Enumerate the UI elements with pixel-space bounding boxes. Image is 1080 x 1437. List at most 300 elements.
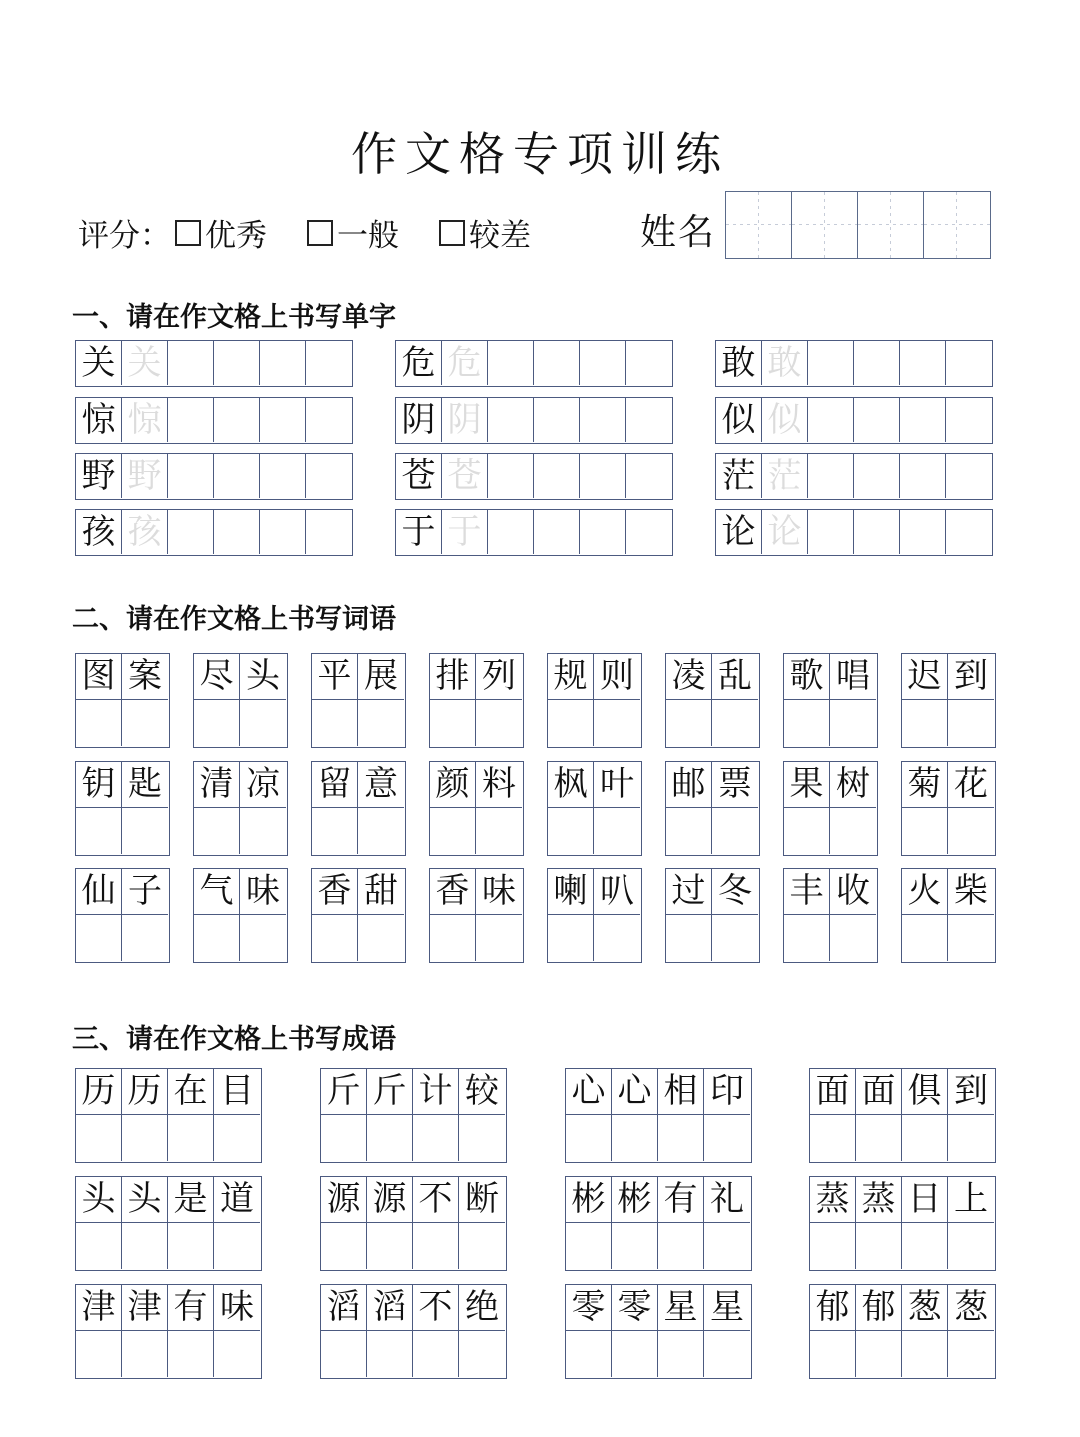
word-block[interactable]: [783, 868, 878, 963]
name-cell[interactable]: [924, 192, 990, 258]
checkbox-icon[interactable]: [439, 220, 465, 246]
practice-cell[interactable]: [214, 1223, 260, 1269]
word-char-cell: 尽: [194, 654, 240, 700]
word-block[interactable]: [901, 653, 996, 748]
trace-char-cell: 敢: [762, 341, 808, 385]
word-char-cell: 凉: [240, 762, 286, 808]
idiom-char-cell: 在: [168, 1069, 214, 1115]
trace-char-cell: 苍: [442, 454, 488, 498]
idiom-block[interactable]: [75, 1068, 262, 1163]
single-char-row[interactable]: [715, 453, 993, 500]
practice-cell[interactable]: [594, 700, 640, 746]
word-block[interactable]: [311, 653, 406, 748]
practice-cell[interactable]: [900, 454, 946, 498]
idiom-char-cell: 道: [214, 1177, 260, 1223]
practice-cell[interactable]: [306, 454, 352, 498]
practice-cell[interactable]: [413, 1223, 459, 1269]
practice-cell[interactable]: [194, 915, 240, 961]
trace-char-cell: 野: [122, 454, 168, 498]
idiom-char-cell: 源: [367, 1177, 413, 1223]
practice-cell[interactable]: [488, 454, 534, 498]
practice-cell[interactable]: [580, 454, 626, 498]
word-char-cell: 钥: [76, 762, 122, 808]
word-char-cell: 过: [666, 869, 712, 915]
model-char-cell: 茫: [716, 454, 762, 498]
practice-cell[interactable]: [240, 808, 286, 854]
name-cell[interactable]: [726, 192, 792, 258]
practice-cell[interactable]: [902, 1115, 948, 1161]
practice-cell[interactable]: [626, 510, 672, 554]
practice-cell[interactable]: [534, 454, 580, 498]
score-option-excellent[interactable]: 优秀: [175, 210, 267, 255]
checkbox-icon[interactable]: [307, 220, 333, 246]
word-char-cell: 排: [430, 654, 476, 700]
practice-cell[interactable]: [808, 341, 854, 385]
word-block[interactable]: [665, 868, 760, 963]
practice-cell[interactable]: [704, 1115, 750, 1161]
practice-cell[interactable]: [476, 700, 522, 746]
trace-char-cell: 孩: [122, 510, 168, 554]
checkbox-icon[interactable]: [175, 220, 201, 246]
practice-cell[interactable]: [810, 1331, 856, 1377]
practice-cell[interactable]: [808, 510, 854, 554]
model-char-cell: 惊: [76, 398, 122, 442]
practice-cell[interactable]: [580, 398, 626, 442]
practice-cell[interactable]: [76, 700, 122, 746]
idiom-char-cell: 到: [948, 1069, 994, 1115]
practice-cell[interactable]: [626, 341, 672, 385]
word-block[interactable]: [665, 653, 760, 748]
practice-cell[interactable]: [902, 1223, 948, 1269]
practice-cell[interactable]: [948, 1115, 994, 1161]
word-char-cell: 叶: [594, 762, 640, 808]
practice-cell[interactable]: [704, 1223, 750, 1269]
idiom-char-cell: 历: [76, 1069, 122, 1115]
word-char-cell: 收: [830, 869, 876, 915]
word-char-cell: 案: [122, 654, 168, 700]
trace-char-cell: 阴: [442, 398, 488, 442]
practice-cell[interactable]: [260, 398, 306, 442]
idiom-block[interactable]: [320, 1176, 507, 1271]
practice-cell[interactable]: [76, 808, 122, 854]
section-title-idioms: 三、请在作文格上书写成语: [72, 1024, 396, 1055]
word-char-cell: 香: [312, 869, 358, 915]
model-char-cell: 阴: [396, 398, 442, 442]
practice-cell[interactable]: [476, 808, 522, 854]
idiom-char-cell: 较: [459, 1069, 505, 1115]
word-block[interactable]: [429, 653, 524, 748]
word-char-cell: 菊: [902, 762, 948, 808]
idiom-char-cell: 面: [856, 1069, 902, 1115]
practice-cell[interactable]: [214, 341, 260, 385]
idiom-char-cell: 日: [902, 1177, 948, 1223]
practice-cell[interactable]: [312, 700, 358, 746]
idiom-char-cell: 味: [214, 1285, 260, 1331]
practice-cell[interactable]: [566, 1115, 612, 1161]
idiom-block[interactable]: [75, 1176, 262, 1271]
practice-cell[interactable]: [902, 915, 948, 961]
practice-cell[interactable]: [626, 454, 672, 498]
idiom-char-cell: 面: [810, 1069, 856, 1115]
word-char-cell: 清: [194, 762, 240, 808]
single-char-row[interactable]: [395, 453, 673, 500]
practice-cell[interactable]: [658, 1223, 704, 1269]
word-block[interactable]: [901, 868, 996, 963]
idiom-char-cell: 葱: [902, 1285, 948, 1331]
practice-cell[interactable]: [830, 915, 876, 961]
idiom-char-cell: 滔: [367, 1285, 413, 1331]
practice-cell[interactable]: [122, 1115, 168, 1161]
idiom-char-cell: 郁: [810, 1285, 856, 1331]
practice-cell[interactable]: [580, 510, 626, 554]
word-char-cell: 枫: [548, 762, 594, 808]
word-char-cell: 邮: [666, 762, 712, 808]
practice-cell[interactable]: [168, 398, 214, 442]
practice-cell[interactable]: [854, 510, 900, 554]
single-char-row[interactable]: [75, 397, 353, 444]
idiom-block[interactable]: [320, 1284, 507, 1379]
idiom-block[interactable]: [565, 1176, 752, 1271]
practice-cell[interactable]: [76, 1223, 122, 1269]
practice-cell[interactable]: [214, 454, 260, 498]
practice-cell[interactable]: [76, 1331, 122, 1377]
word-block[interactable]: [665, 761, 760, 856]
word-char-cell: 果: [784, 762, 830, 808]
practice-cell[interactable]: [488, 398, 534, 442]
idiom-char-cell: 蒸: [856, 1177, 902, 1223]
practice-cell[interactable]: [306, 398, 352, 442]
idiom-char-cell: 头: [76, 1177, 122, 1223]
practice-cell[interactable]: [704, 1331, 750, 1377]
idiom-char-cell: 心: [612, 1069, 658, 1115]
practice-cell[interactable]: [548, 700, 594, 746]
single-char-row[interactable]: [75, 453, 353, 500]
trace-char-cell: 似: [762, 398, 808, 442]
practice-cell[interactable]: [808, 454, 854, 498]
idiom-char-cell: 计: [413, 1069, 459, 1115]
model-char-cell: 论: [716, 510, 762, 554]
practice-cell[interactable]: [946, 454, 992, 498]
practice-cell[interactable]: [168, 510, 214, 554]
practice-cell[interactable]: [946, 398, 992, 442]
idiom-char-cell: 彬: [612, 1177, 658, 1223]
practice-cell[interactable]: [712, 915, 758, 961]
practice-cell[interactable]: [312, 808, 358, 854]
practice-cell[interactable]: [948, 1223, 994, 1269]
practice-cell[interactable]: [194, 700, 240, 746]
practice-cell[interactable]: [830, 808, 876, 854]
page-title: 作文格专项训练: [351, 127, 729, 181]
practice-cell[interactable]: [534, 341, 580, 385]
word-char-cell: 迟: [902, 654, 948, 700]
idiom-char-cell: 星: [658, 1285, 704, 1331]
model-char-cell: 危: [396, 341, 442, 385]
word-block[interactable]: [783, 653, 878, 748]
practice-cell[interactable]: [367, 1223, 413, 1269]
single-char-row[interactable]: [715, 397, 993, 444]
word-block[interactable]: [547, 653, 642, 748]
practice-cell[interactable]: [856, 1223, 902, 1269]
practice-cell[interactable]: [240, 915, 286, 961]
practice-cell[interactable]: [902, 808, 948, 854]
idiom-char-cell: 心: [566, 1069, 612, 1115]
practice-cell[interactable]: [240, 700, 286, 746]
trace-char-cell: 关: [122, 341, 168, 385]
word-block[interactable]: [193, 653, 288, 748]
idiom-char-cell: 头: [122, 1177, 168, 1223]
model-char-cell: 关: [76, 341, 122, 385]
word-char-cell: 火: [902, 869, 948, 915]
name-label: 姓名: [640, 212, 717, 253]
practice-cell[interactable]: [367, 1115, 413, 1161]
word-block[interactable]: [783, 761, 878, 856]
practice-cell[interactable]: [76, 915, 122, 961]
practice-cell[interactable]: [321, 1223, 367, 1269]
word-char-cell: 丰: [784, 869, 830, 915]
practice-cell[interactable]: [122, 1223, 168, 1269]
practice-cell[interactable]: [712, 808, 758, 854]
word-block[interactable]: [547, 761, 642, 856]
word-char-cell: 规: [548, 654, 594, 700]
idiom-char-cell: 有: [658, 1177, 704, 1223]
word-char-cell: 味: [240, 869, 286, 915]
practice-cell[interactable]: [902, 1331, 948, 1377]
practice-cell[interactable]: [902, 700, 948, 746]
practice-cell[interactable]: [413, 1331, 459, 1377]
practice-cell[interactable]: [214, 1115, 260, 1161]
idiom-block[interactable]: [809, 1176, 996, 1271]
idiom-char-cell: 津: [76, 1285, 122, 1331]
practice-cell[interactable]: [534, 398, 580, 442]
idiom-char-cell: 不: [413, 1285, 459, 1331]
name-cell[interactable]: [792, 192, 858, 258]
practice-cell[interactable]: [413, 1115, 459, 1161]
practice-cell[interactable]: [948, 1331, 994, 1377]
practice-cell[interactable]: [214, 510, 260, 554]
practice-cell[interactable]: [358, 808, 404, 854]
practice-cell[interactable]: [168, 454, 214, 498]
practice-cell[interactable]: [367, 1331, 413, 1377]
single-char-row[interactable]: [715, 509, 993, 556]
name-grid[interactable]: [725, 191, 991, 259]
word-char-cell: 留: [312, 762, 358, 808]
word-char-cell: 柴: [948, 869, 994, 915]
practice-cell[interactable]: [430, 915, 476, 961]
practice-cell[interactable]: [948, 700, 994, 746]
single-char-row[interactable]: [75, 340, 353, 387]
word-block[interactable]: [75, 761, 170, 856]
practice-cell[interactable]: [459, 1115, 505, 1161]
word-block[interactable]: [429, 868, 524, 963]
model-char-cell: 孩: [76, 510, 122, 554]
practice-cell[interactable]: [214, 398, 260, 442]
word-block[interactable]: [193, 761, 288, 856]
word-block[interactable]: [193, 868, 288, 963]
word-block[interactable]: [547, 868, 642, 963]
idiom-block[interactable]: [565, 1284, 752, 1379]
score-label: 评分：: [78, 218, 171, 254]
word-block[interactable]: [75, 868, 170, 963]
score-option-poor[interactable]: 较差: [439, 210, 531, 255]
idiom-char-cell: 葱: [948, 1285, 994, 1331]
practice-cell[interactable]: [626, 398, 672, 442]
idiom-char-cell: 上: [948, 1177, 994, 1223]
idiom-char-cell: 零: [566, 1285, 612, 1331]
practice-cell[interactable]: [666, 808, 712, 854]
practice-cell[interactable]: [948, 808, 994, 854]
practice-cell[interactable]: [312, 915, 358, 961]
idiom-char-cell: 断: [459, 1177, 505, 1223]
practice-cell[interactable]: [430, 808, 476, 854]
practice-cell[interactable]: [808, 398, 854, 442]
practice-cell[interactable]: [168, 1115, 214, 1161]
single-char-row[interactable]: [395, 340, 673, 387]
practice-cell[interactable]: [854, 454, 900, 498]
practice-cell[interactable]: [856, 1115, 902, 1161]
practice-cell[interactable]: [194, 808, 240, 854]
practice-cell[interactable]: [260, 510, 306, 554]
practice-cell[interactable]: [321, 1115, 367, 1161]
practice-cell[interactable]: [260, 454, 306, 498]
practice-cell[interactable]: [122, 915, 168, 961]
practice-cell[interactable]: [784, 700, 830, 746]
word-char-cell: 图: [76, 654, 122, 700]
practice-cell[interactable]: [666, 700, 712, 746]
practice-cell[interactable]: [168, 1223, 214, 1269]
model-char-cell: 苍: [396, 454, 442, 498]
name-cell[interactable]: [858, 192, 924, 258]
idiom-char-cell: 有: [168, 1285, 214, 1331]
practice-cell[interactable]: [306, 341, 352, 385]
idiom-block[interactable]: [809, 1068, 996, 1163]
word-char-cell: 平: [312, 654, 358, 700]
practice-cell[interactable]: [712, 700, 758, 746]
practice-cell[interactable]: [306, 510, 352, 554]
practice-cell[interactable]: [784, 915, 830, 961]
single-char-row[interactable]: [395, 397, 673, 444]
word-char-cell: 叭: [594, 869, 640, 915]
idiom-char-cell: 斤: [321, 1069, 367, 1115]
practice-cell[interactable]: [658, 1115, 704, 1161]
practice-cell[interactable]: [548, 915, 594, 961]
idiom-block[interactable]: [320, 1068, 507, 1163]
practice-cell[interactable]: [358, 915, 404, 961]
trace-char-cell: 于: [442, 510, 488, 554]
idiom-char-cell: 俱: [902, 1069, 948, 1115]
practice-cell[interactable]: [122, 700, 168, 746]
trace-char-cell: 危: [442, 341, 488, 385]
practice-cell[interactable]: [946, 510, 992, 554]
practice-cell[interactable]: [580, 341, 626, 385]
single-char-row[interactable]: [395, 509, 673, 556]
practice-cell[interactable]: [900, 398, 946, 442]
practice-cell[interactable]: [658, 1331, 704, 1377]
word-block[interactable]: [75, 653, 170, 748]
practice-cell[interactable]: [810, 1223, 856, 1269]
word-char-cell: 颜: [430, 762, 476, 808]
practice-cell[interactable]: [854, 398, 900, 442]
practice-cell[interactable]: [566, 1223, 612, 1269]
word-char-cell: 冬: [712, 869, 758, 915]
practice-cell[interactable]: [810, 1115, 856, 1161]
word-char-cell: 乱: [712, 654, 758, 700]
section-title-words: 二、请在作文格上书写词语: [72, 604, 396, 635]
practice-cell[interactable]: [534, 510, 580, 554]
word-char-cell: 展: [358, 654, 404, 700]
practice-cell[interactable]: [459, 1331, 505, 1377]
practice-cell[interactable]: [488, 341, 534, 385]
practice-cell[interactable]: [260, 341, 306, 385]
word-char-cell: 头: [240, 654, 286, 700]
idiom-char-cell: 源: [321, 1177, 367, 1223]
word-char-cell: 则: [594, 654, 640, 700]
practice-cell[interactable]: [612, 1223, 658, 1269]
practice-cell[interactable]: [76, 1115, 122, 1161]
idiom-char-cell: 绝: [459, 1285, 505, 1331]
single-char-row[interactable]: [75, 509, 353, 556]
practice-cell[interactable]: [784, 808, 830, 854]
word-block[interactable]: [311, 868, 406, 963]
word-block[interactable]: [311, 761, 406, 856]
practice-cell[interactable]: [430, 700, 476, 746]
idiom-char-cell: 滔: [321, 1285, 367, 1331]
score-option-average[interactable]: 一般: [307, 210, 399, 255]
single-char-row[interactable]: [715, 340, 993, 387]
practice-cell[interactable]: [488, 510, 534, 554]
practice-cell[interactable]: [459, 1223, 505, 1269]
idiom-char-cell: 目: [214, 1069, 260, 1115]
practice-cell[interactable]: [594, 808, 640, 854]
word-block[interactable]: [901, 761, 996, 856]
practice-cell[interactable]: [612, 1331, 658, 1377]
practice-cell[interactable]: [548, 808, 594, 854]
practice-cell[interactable]: [168, 1331, 214, 1377]
practice-cell[interactable]: [122, 808, 168, 854]
practice-cell[interactable]: [946, 341, 992, 385]
idiom-char-cell: 星: [704, 1285, 750, 1331]
practice-cell[interactable]: [666, 915, 712, 961]
word-char-cell: 气: [194, 869, 240, 915]
practice-cell[interactable]: [856, 1331, 902, 1377]
word-char-cell: 仙: [76, 869, 122, 915]
practice-cell[interactable]: [854, 341, 900, 385]
practice-cell[interactable]: [948, 915, 994, 961]
practice-cell[interactable]: [612, 1115, 658, 1161]
word-char-cell: 甜: [358, 869, 404, 915]
practice-cell[interactable]: [214, 1331, 260, 1377]
practice-cell[interactable]: [594, 915, 640, 961]
idiom-block[interactable]: [75, 1284, 262, 1379]
practice-cell[interactable]: [830, 700, 876, 746]
word-char-cell: 意: [358, 762, 404, 808]
idiom-block[interactable]: [565, 1068, 752, 1163]
model-char-cell: 似: [716, 398, 762, 442]
idiom-char-cell: 是: [168, 1177, 214, 1223]
practice-cell[interactable]: [168, 341, 214, 385]
practice-cell[interactable]: [900, 510, 946, 554]
practice-cell[interactable]: [321, 1331, 367, 1377]
practice-cell[interactable]: [122, 1331, 168, 1377]
practice-cell[interactable]: [900, 341, 946, 385]
practice-cell[interactable]: [358, 700, 404, 746]
section-title-single: 一、请在作文格上书写单字: [72, 302, 396, 333]
practice-cell[interactable]: [476, 915, 522, 961]
model-char-cell: 于: [396, 510, 442, 554]
idiom-block[interactable]: [809, 1284, 996, 1379]
practice-cell[interactable]: [566, 1331, 612, 1377]
word-char-cell: 香: [430, 869, 476, 915]
word-block[interactable]: [429, 761, 524, 856]
